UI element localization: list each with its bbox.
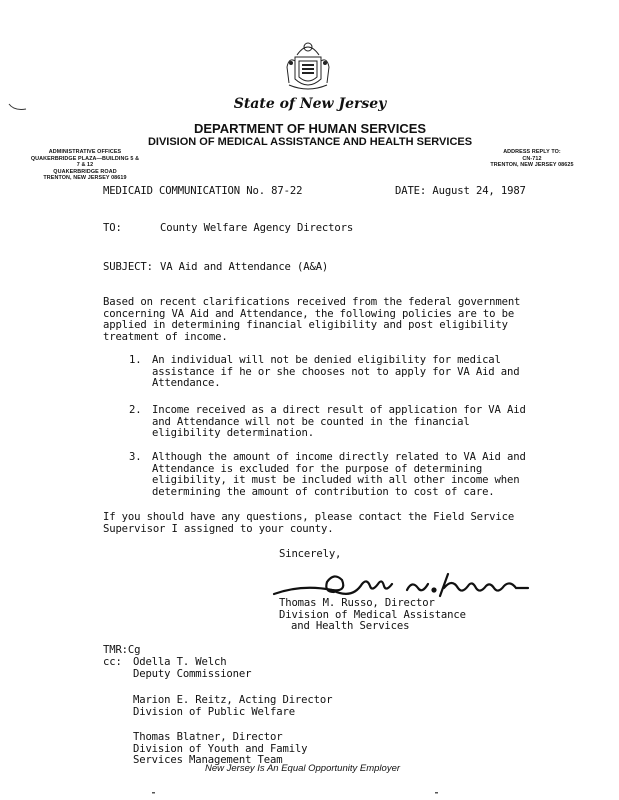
closing-paragraph — [103, 512, 523, 535]
text-line: Attendance. — [152, 377, 221, 389]
recipient-title: Services Management Team — [133, 754, 283, 766]
text-line: determining the amount of contribution to cost of care. — [152, 485, 495, 498]
text-line: eligibility, it must be included with all other income when — [152, 474, 520, 486]
recipient-name: Odella T. Welch — [133, 656, 227, 668]
item-number: 1. — [129, 354, 142, 366]
communication-number: MEDICAID COMMUNICATION No. 87-22 — [103, 185, 303, 197]
subject-value: VA Aid and Attendance (A&A) — [160, 261, 329, 273]
recipient-title: Deputy Commissioner — [133, 667, 252, 680]
to-label: TO: — [103, 222, 122, 234]
memo-date: DATE: August 24, 1987 — [395, 185, 526, 197]
text-line: Based on recent clarifications received from the federal government — [103, 296, 521, 308]
typist-initials: TMR:Cg — [103, 644, 141, 656]
signer-title: Division of Medical Assistance — [279, 608, 466, 621]
right-address-block — [472, 149, 592, 169]
text-line: and Attendance will not be counted in the financial — [152, 415, 470, 428]
cc-recipient — [133, 732, 307, 767]
signer-name: Thomas M. Russo, Director — [279, 597, 435, 609]
text-line: Although the amount of income directly related to VA Aid and — [152, 451, 526, 463]
list-item — [152, 405, 532, 440]
signer-title: and Health Services — [291, 620, 410, 632]
address-line: QUAKERBRIDGE ROAD — [53, 168, 117, 175]
state-title: State of New Jersey — [233, 96, 387, 112]
text-line: Supervisor I assigned to your county. — [103, 522, 334, 535]
division-heading: DIVISION OF MEDICAL ASSISTANCE AND HEALTH SERVICES — [147, 136, 473, 148]
item-number: 3. — [129, 451, 142, 463]
subject-label: SUBJECT: — [103, 261, 153, 273]
department-heading: DEPARTMENT OF HUMAN SERVICES — [193, 121, 427, 136]
margin-mark — [8, 102, 28, 112]
text-line: treatment of income. — [103, 330, 228, 343]
footer-statement: New Jersey Is An Equal Opportunity Employer — [205, 763, 401, 774]
text-line: Attendance is excluded for the purpose of determining — [152, 462, 483, 475]
address-line: QUAKERBRIDGE PLAZA—BUILDING 5 & 7 & 12 — [30, 155, 140, 169]
text-line: If you should have any questions, please contact the Field Service — [103, 511, 515, 523]
recipient-name: Marion E. Reitz, Acting Director — [133, 694, 333, 706]
scan-specks — [150, 790, 450, 796]
list-item — [152, 355, 532, 390]
item-number: 2. — [129, 404, 142, 416]
cc-label: cc: — [103, 656, 122, 668]
left-address-block — [30, 149, 140, 182]
signer-block — [279, 598, 466, 633]
address-line: TRENTON, NEW JERSEY 08619 — [43, 175, 127, 182]
intro-paragraph — [103, 297, 523, 343]
text-line: assistance if he or she chooses not to apply for VA Aid and — [152, 365, 520, 378]
text-line: eligibility determination. — [152, 427, 314, 439]
text-line: concerning VA Aid and Attendance, the following policies are to be — [103, 307, 515, 320]
to-value: County Welfare Agency Directors — [160, 222, 354, 234]
state-seal-icon — [283, 37, 333, 93]
cc-recipient — [133, 695, 332, 718]
recipient-title: Division of Public Welfare — [133, 705, 295, 718]
address-line: TRENTON, NEW JERSEY 08625 — [490, 162, 574, 169]
address-line: ADDRESS REPLY TO: — [503, 149, 561, 155]
address-line: CN-712 — [522, 155, 542, 162]
text-line: applied in determining financial eligibility and post eligibility — [103, 319, 508, 331]
closing-salutation: Sincerely, — [279, 548, 342, 560]
list-item — [152, 452, 532, 498]
cc-recipient — [133, 657, 251, 680]
text-line: An individual will not be denied eligibility for medical — [152, 354, 501, 366]
address-line: ADMINISTRATIVE OFFICES — [48, 149, 122, 155]
recipient-name: Thomas Blatner, Director — [133, 731, 283, 743]
text-line: Income received as a direct result of application for VA Aid — [152, 404, 526, 416]
recipient-title: Division of Youth and Family — [133, 742, 308, 755]
